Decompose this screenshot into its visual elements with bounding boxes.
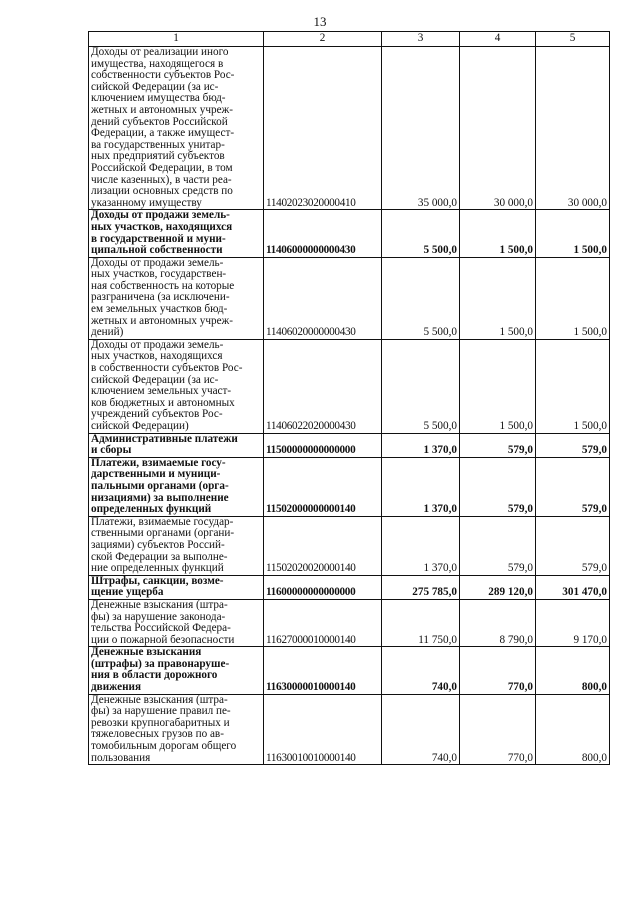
- income-name-cell: Платежи, взимаемые государ- ственными органами (органи- зациями) субъектов Россий- ской Федерации за выполне- ние определенных функций: [89, 516, 264, 575]
- amount-year-3-cell: 579,0: [536, 433, 610, 457]
- amount-year-3-cell: 1 500,0: [536, 257, 610, 339]
- amount-year-3-cell: 579,0: [536, 457, 610, 516]
- budget-code-cell: 11600000000000000: [264, 575, 382, 599]
- table-row: [89, 457, 610, 516]
- budget-code-cell: 11630000010000140: [264, 647, 382, 694]
- column-header: 4: [460, 32, 536, 47]
- amount-year-3-cell: 1 500,0: [536, 339, 610, 433]
- table-row: [89, 210, 610, 257]
- column-header: 1: [89, 32, 264, 47]
- revenue-table: [88, 31, 610, 765]
- amount-year-3-cell: 301 470,0: [536, 575, 610, 599]
- table-row: [89, 339, 610, 433]
- amount-year-2-cell: 1 500,0: [460, 257, 536, 339]
- budget-code-cell: 11502020020000140: [264, 516, 382, 575]
- income-name-cell: Штрафы, санкции, возме- щение ущерба: [89, 575, 264, 599]
- amount-year-3-cell: 800,0: [536, 647, 610, 694]
- budget-code-cell: 11627000010000140: [264, 599, 382, 646]
- table-row: [89, 575, 610, 599]
- income-name-cell: Доходы от продажи земель- ных участков, находящихся в государственной и муни- ципальной собственности: [89, 210, 264, 257]
- income-name-cell: Административные платежи и сборы: [89, 433, 264, 457]
- budget-code-cell: 11500000000000000: [264, 433, 382, 457]
- amount-year-1-cell: 740,0: [382, 694, 460, 765]
- amount-year-1-cell: 275 785,0: [382, 575, 460, 599]
- amount-year-2-cell: 770,0: [460, 694, 536, 765]
- column-number-row: [89, 32, 610, 47]
- budget-code-cell: 11502000000000140: [264, 457, 382, 516]
- table-row: [89, 599, 610, 646]
- amount-year-1-cell: 11 750,0: [382, 599, 460, 646]
- table-row: [89, 257, 610, 339]
- column-header: 3: [382, 32, 460, 47]
- table-row: [89, 433, 610, 457]
- amount-year-2-cell: 30 000,0: [460, 47, 536, 210]
- amount-year-3-cell: 800,0: [536, 694, 610, 765]
- income-name-cell: Денежные взыскания (штрафы) за правонаруше- ния в области дорожного движения: [89, 647, 264, 694]
- amount-year-3-cell: 1 500,0: [536, 210, 610, 257]
- budget-code-cell: 11406020000000430: [264, 257, 382, 339]
- amount-year-3-cell: 9 170,0: [536, 599, 610, 646]
- amount-year-3-cell: 579,0: [536, 516, 610, 575]
- column-header: 5: [536, 32, 610, 47]
- amount-year-1-cell: 5 500,0: [382, 210, 460, 257]
- table-row: [89, 647, 610, 694]
- amount-year-2-cell: 1 500,0: [460, 339, 536, 433]
- budget-code-cell: 11402023020000410: [264, 47, 382, 210]
- amount-year-1-cell: 5 500,0: [382, 339, 460, 433]
- budget-code-cell: 11406000000000430: [264, 210, 382, 257]
- amount-year-2-cell: 289 120,0: [460, 575, 536, 599]
- amount-year-1-cell: 1 370,0: [382, 433, 460, 457]
- income-name-cell: Доходы от продажи земель- ных участков, находящихся в собственности субъектов Рос- сийской Федерации (за ис- ключением земельных участ- ков бюджетных и автономных учреждений субъектов Рос- сийской Федерации): [89, 339, 264, 433]
- amount-year-2-cell: 579,0: [460, 516, 536, 575]
- column-header: 2: [264, 32, 382, 47]
- amount-year-3-cell: 30 000,0: [536, 47, 610, 210]
- amount-year-2-cell: 1 500,0: [460, 210, 536, 257]
- income-name-cell: Денежные взыскания (штра- фы) за нарушение законода- тельства Российской Федера- ции о пожарной безопасности: [89, 599, 264, 646]
- income-name-cell: Денежные взыскания (штра- фы) за нарушение правил пе- ревозки крупногабаритных и тяжеловесных грузов по ав- томобильным дорогам общего пользования: [89, 694, 264, 765]
- amount-year-2-cell: 770,0: [460, 647, 536, 694]
- amount-year-1-cell: 35 000,0: [382, 47, 460, 210]
- income-name-cell: Доходы от продажи земель- ных участков, государствен- ная собственность на которые разграничена (за исключени- ем земельных участков бюд- жетных и автономных учреж- дений): [89, 257, 264, 339]
- amount-year-2-cell: 579,0: [460, 433, 536, 457]
- amount-year-1-cell: 740,0: [382, 647, 460, 694]
- table-row: [89, 694, 610, 765]
- income-name-cell: Доходы от реализации иного имущества, находящегося в собственности субъектов Рос- сийской Федерации (за ис- ключением имущества бюд- жетных и автономных учреж- дений субъектов Российской Федерации, а также имущест- ва государственных унитар- ных предприятий субъектов Российской Федерации, в том числе казенных), в части реа- лизации основных средств по указанному имуществу: [89, 47, 264, 210]
- amount-year-2-cell: 579,0: [460, 457, 536, 516]
- amount-year-1-cell: 5 500,0: [382, 257, 460, 339]
- income-name-cell: Платежи, взимаемые госу- дарственными и муници- пальными органами (орга- низациями) за выполнение определенных функций: [89, 457, 264, 516]
- amount-year-2-cell: 8 790,0: [460, 599, 536, 646]
- page-number: 13: [313, 14, 327, 29]
- budget-code-cell: 11406022020000430: [264, 339, 382, 433]
- budget-code-cell: 11630010010000140: [264, 694, 382, 765]
- table-row: [89, 47, 610, 210]
- amount-year-1-cell: 1 370,0: [382, 516, 460, 575]
- table-row: [89, 516, 610, 575]
- amount-year-1-cell: 1 370,0: [382, 457, 460, 516]
